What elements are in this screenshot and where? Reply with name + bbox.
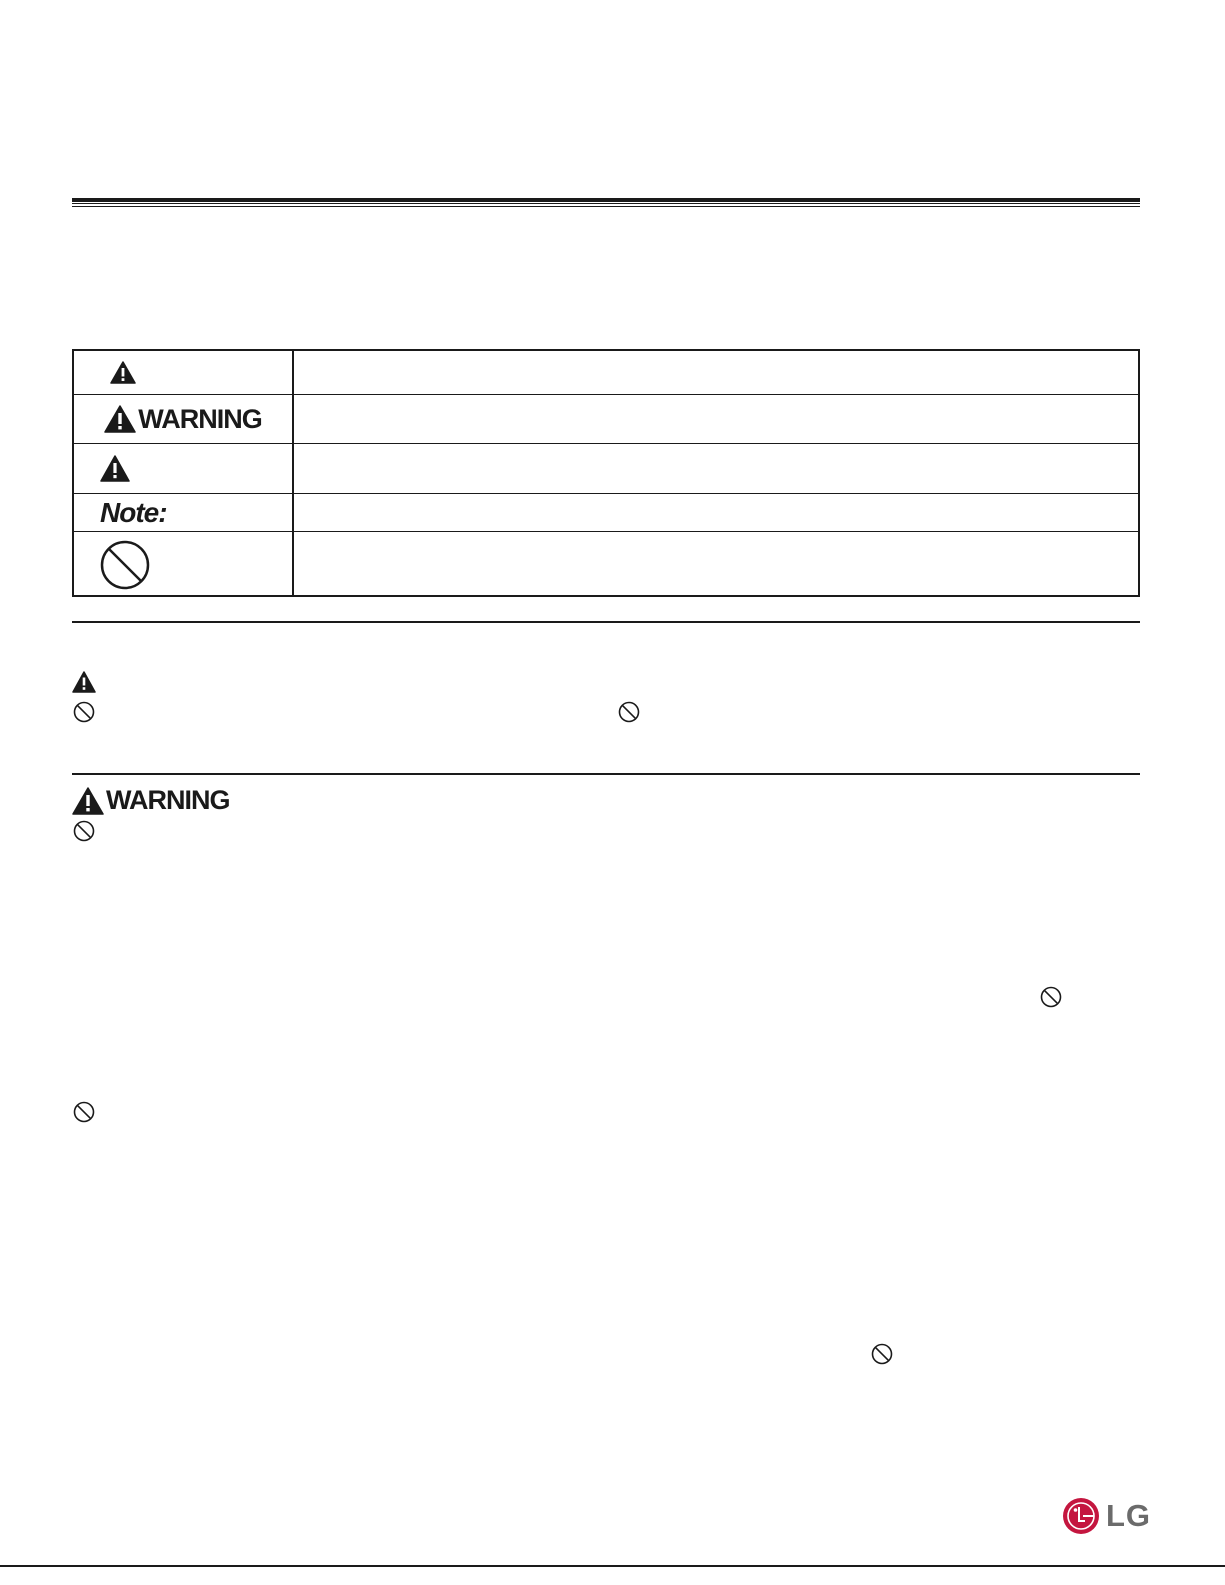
section-rule: [72, 773, 1140, 775]
symbol-description: [304, 494, 1128, 531]
note-label: Note:: [100, 496, 167, 528]
symbol-cell: [74, 395, 292, 443]
prohibition-icon: [871, 1343, 893, 1365]
symbol-cell: [74, 444, 318, 493]
symbol-cell: [74, 494, 318, 531]
warning-triangle-icon: [100, 455, 130, 482]
symbol-cell: [74, 532, 318, 597]
table-row-prohibition: [74, 532, 1138, 597]
symbol-description: [304, 532, 1128, 597]
symbol-legend-table: [72, 349, 1140, 597]
prohibition-icon: [100, 540, 150, 590]
header-rule-thin-1: [72, 203, 1140, 204]
prohibition-icon: [73, 1101, 95, 1123]
warning-heading: [72, 785, 230, 816]
lg-logo-icon: [1062, 1497, 1100, 1535]
symbol-description: [304, 395, 1128, 443]
table-row-caution: [74, 444, 1138, 494]
warning-word: WARNING: [138, 403, 262, 434]
prohibition-icon: [618, 701, 640, 723]
header-rule-thin-2: [72, 206, 1140, 207]
prohibition-icon: [73, 820, 95, 842]
warning-word: WARNING: [106, 785, 230, 815]
warning-triangle-icon: [110, 361, 136, 384]
warning-triangle-icon: [72, 787, 104, 815]
table-row-note: [74, 494, 1138, 532]
symbol-description: [304, 444, 1128, 493]
symbol-cell: [74, 351, 328, 394]
lg-logo-text: LG: [1106, 1498, 1152, 1533]
header-rule-thick: [72, 198, 1140, 202]
lg-logo: [1062, 1497, 1151, 1535]
warning-triangle-icon: [104, 405, 136, 433]
symbol-description: [304, 351, 1128, 394]
footer-rule: [0, 1565, 1225, 1567]
prohibition-icon: [1040, 986, 1062, 1008]
prohibition-icon: [73, 701, 95, 723]
warning-label: [104, 404, 262, 435]
table-row-warning: [74, 395, 1138, 444]
table-row-danger: [74, 351, 1138, 395]
warning-triangle-icon: [72, 671, 96, 693]
section-rule: [72, 621, 1140, 623]
